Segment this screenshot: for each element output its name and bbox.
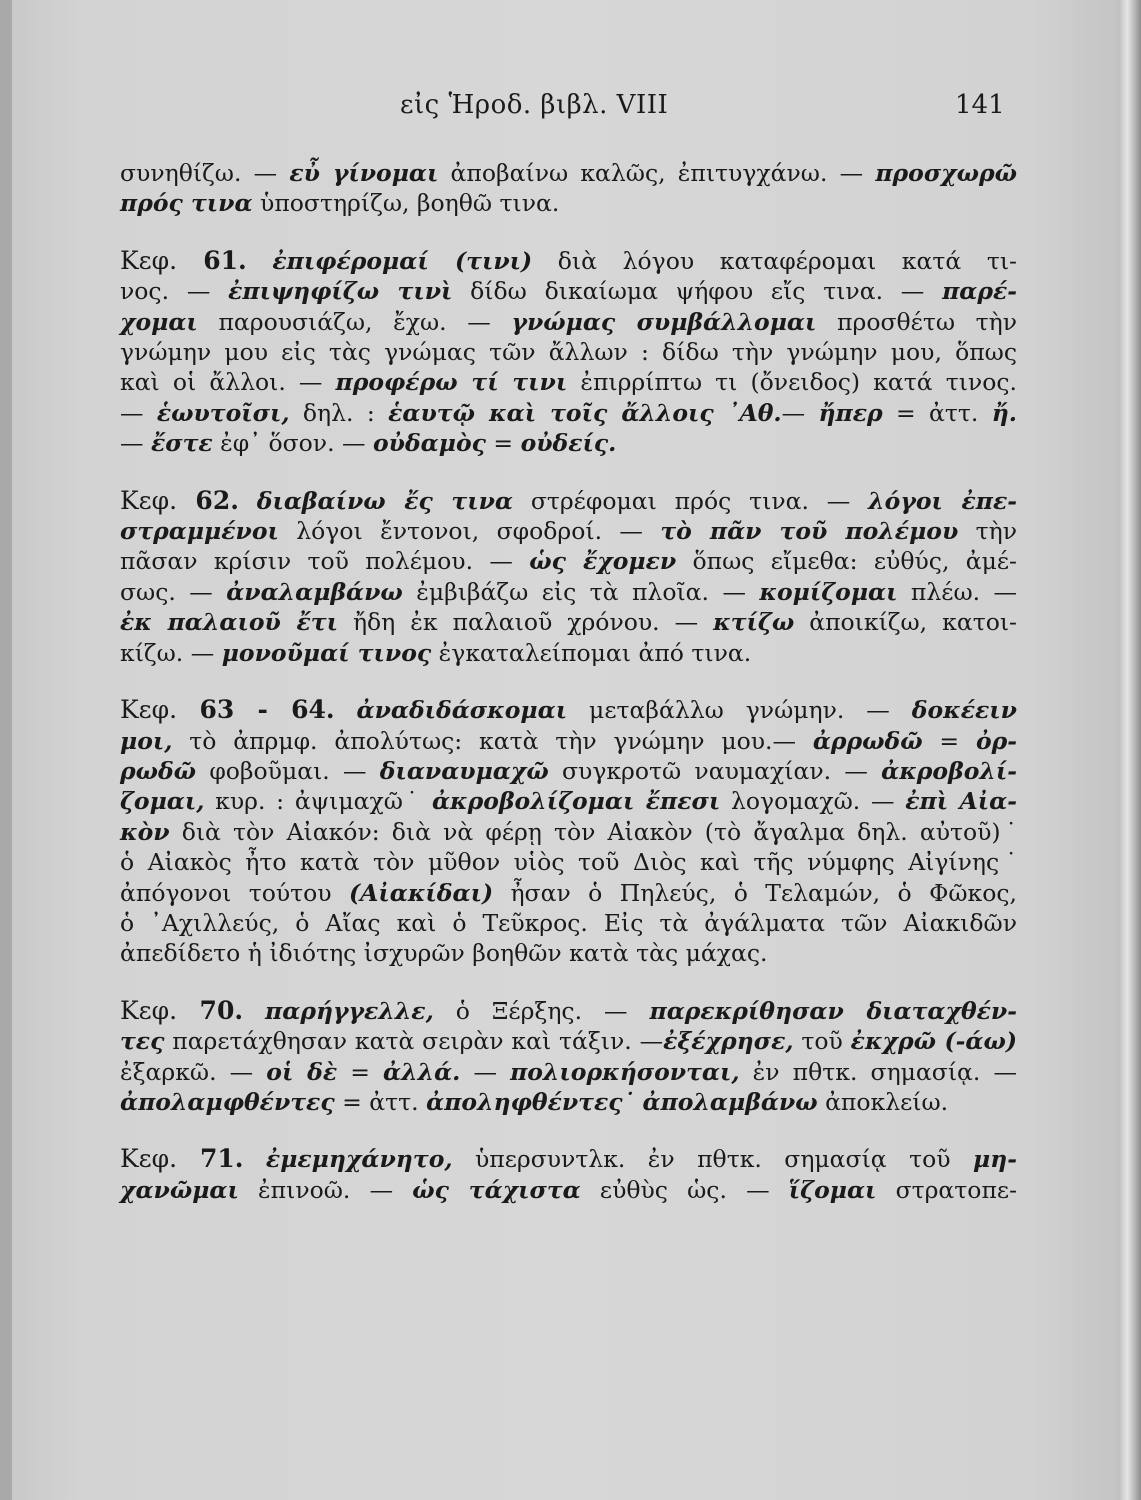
gloss-text: ἐφ᾿ ὅσον. — [212,429,373,458]
text-line [120,546,1017,576]
gloss-text: — [120,429,151,458]
text-line [120,158,1017,188]
gloss-text: συγκροτῶ ναυμαχίαν. — [548,756,882,785]
gloss-text: ὁ Ξέρξης. — [433,996,650,1025]
gloss-text: ἤδη ἐκ παλαιοῦ χρόνου. — [337,608,714,637]
gloss-text: δίδω δικαίωμα ψήφου εἴς τινα. — [452,277,943,306]
text-line [120,607,1017,637]
gloss-text: ἐν πθτκ. σημασίᾳ. — [739,1057,1017,1086]
gloss-text: = ἀττ. [334,1087,427,1116]
gloss-text: = [485,429,521,458]
lemma: ἐκχρῶ (-άω) [850,1027,1018,1056]
lemma: ἀλλά. [383,1057,461,1086]
lemma: προσχωρῶ [875,159,1017,187]
lemma: ἤ. [991,398,1017,427]
gloss-text: στρατοπε- [876,1175,1018,1204]
lemma: ἤπερ [818,398,883,427]
gloss-text: καὶ οἱ ἄλλοι. — [120,368,336,397]
lemma: ρωδῶ [120,756,197,785]
lemma: διαβαίνω ἔς τινα [256,486,513,515]
gloss-text: νος. — [120,277,229,306]
gloss-text: σως. — [120,577,227,606]
lemma: (Αἰακίδαι) [349,878,494,907]
text-line [120,1144,1017,1174]
text-line [120,486,1017,516]
gloss-text: στρέφομαι πρός τινα. — [512,486,869,515]
gloss-text: ἀποκλείω. [817,1087,949,1116]
text-line [120,428,1017,458]
lemma: μη- [972,1145,1017,1174]
chapter-label: Κεφ. [120,245,204,275]
book-page [12,0,1118,1500]
lemma: ζομαι, [120,787,205,816]
chapter-number: 70. [199,995,244,1025]
lemma: ἔστε [150,429,213,458]
text-line [120,695,1017,725]
gloss-text: ὁ Αἰακὸς ἦτο κατὰ τὸν μῦθον υἱὸς τοῦ Διὸς καὶ τῆς νύμφης Αἰγίνης˙ [120,848,1017,877]
text-line [120,908,1017,938]
lemma: ἀκροβολί- [881,756,1017,785]
gloss-text: — [781,398,819,427]
page-number: 141 [955,90,1005,120]
gloss-text: πλέω. — [897,577,1018,606]
running-title: εἰς Ἡροδ. βιβλ. VIII [400,90,669,120]
gloss-text: εὐθὺς ὡς. — [580,1175,789,1204]
lemma: τες [120,1027,165,1056]
lemma: ἐξέχρησε, [663,1027,794,1056]
gloss-text: τοῦ [793,1027,851,1056]
gloss-text: συνηθίζω. — [120,159,290,187]
text-line [120,638,1017,668]
lemma: ἐπὶ Αἰα- [905,787,1017,816]
gloss-text [239,487,257,515]
gloss-text: τὴν [958,517,1018,546]
text-line [120,577,1017,607]
gloss-text: λόγοι ἔντονοι, σφοδροί. — [278,517,661,546]
chapter-number: 63 - 64. [199,695,335,725]
gloss-text: = [922,726,976,755]
gloss-text: = ἀττ. [882,398,992,427]
gloss-text [243,1145,265,1173]
lemma: τὸ πᾶν τοῦ πολέμου [660,517,959,546]
gloss-text: μεταβάλλω γνώμην. — [567,696,912,725]
lemma: ἀρρωδῶ [812,726,923,755]
text-line [120,276,1017,306]
gloss-text: ἀποικίζω, κατοι- [794,608,1018,637]
text-line [120,817,1017,847]
gloss-text: διὰ τὸν Αἰακόν: διὰ νὰ φέρῃ τὸν Αἰακὸν (τὸ ἄγαλμα δηλ. αὐτοῦ)˙ [169,817,1017,846]
gloss-text: προσθέτω τὴν [816,307,1018,336]
text-line [120,878,1017,908]
lemma: πρός τινα [120,189,253,218]
text-line [120,307,1017,337]
text-line [120,756,1017,786]
gloss-text: φοβοῦμαι. — [196,756,380,785]
page-edge [1118,0,1141,1500]
text-line [120,1087,1017,1117]
gloss-text: διὰ λόγου καταφέρομαι κατά τι- [532,246,1017,275]
lemma: ἀναλαμβάνω [226,577,403,606]
gloss-text: ἐγκαταλείπομαι ἀπό τινα. [431,638,752,667]
gloss-text: παρετάχθησαν κατὰ σειρὰν καὶ τάξιν. — [164,1027,664,1056]
lemma: δοκέειν [911,696,1017,725]
gloss-text: ἐπινοῶ. — [238,1175,413,1204]
lemma: στραμμένοι [120,517,279,546]
text-line [120,188,1017,218]
lemma: παρήγγελλε, [265,996,434,1025]
gloss-text: ὑπερσυντλκ. ἐν πθτκ. σημασίᾳ τοῦ [452,1145,973,1174]
gloss-text [335,696,357,724]
lemma: προφέρω τί τινι [335,368,568,397]
gloss-text: ἐμβιβάζω εἰς τὰ πλοῖα. — [402,577,760,606]
gloss-text: κυρ. : ἀψιμαχῶ˙ [204,787,432,816]
running-head [12,90,1118,130]
commentary-text [120,158,1017,1205]
lemma: οὐδείς. [520,429,617,458]
gloss-text: ὅπως εἴμεθα: εὐθύς, ἀμέ- [676,547,1018,576]
gloss-text [243,997,265,1025]
lemma: ὀρ- [975,726,1017,755]
chapter-label: Κεφ. [120,1144,200,1174]
gloss-text: πᾶσαν κρίσιν τοῦ πολέμου. — [120,547,530,576]
gloss-text: — [120,398,157,427]
chapter-label: Κεφ. [120,995,200,1025]
gloss-text: ὁ ᾿Αχιλλεύς, ὁ Αἴας καὶ ὁ Τεῦκρος. Εἰς τὰ ἀγάλματα τῶν Αἰακιδῶν [120,908,1017,937]
lemma: ἐκ παλαιοῦ ἔτι [120,608,338,637]
lemma: ἐμεμηχάνητο, [265,1145,453,1174]
lemma: κομίζομαι [759,577,898,606]
lemma: ἑωυτοῖσι, [156,398,290,427]
gloss-text: λογομαχῶ. — [720,787,906,816]
lemma: λόγοι ἐπε- [868,486,1017,515]
lemma: ἵζομαι [788,1175,877,1204]
lemma: μοι, [120,726,173,755]
lemma: ὡς τάχιστα [412,1175,581,1204]
lemma: κὸν [120,817,170,846]
lemma: παρεκρίθησαν διαταχθέν- [649,996,1017,1025]
text-line [120,938,1017,968]
lemma: ἀπολαμφθέντες [120,1087,335,1116]
lemma: χομαι [120,307,198,336]
text-line [120,786,1017,816]
lemma: μονοῦμαί τινος [221,638,432,667]
gloss-text: ἀπεδίδετο ἡ ἰδιότης ἰσχυρῶν βοηθῶν κατὰ τὰς μάχας. [120,939,768,968]
lemma: διαναυμαχῶ [379,756,549,785]
gloss-text: — [460,1057,511,1086]
chapter-number: 62. [195,485,239,515]
gloss-text: ἐξαρκῶ. — [120,1057,267,1086]
gloss-text: τὸ ἀπρμφ. ἀπολύτως: κατὰ τὴν γνώμην μου.— [172,726,813,755]
lemma: ἀναδιδάσκομαι [356,696,568,725]
lemma: κτίζω [713,608,795,637]
text-line [120,246,1017,276]
gloss-text: παρουσιάζω, ἔχω. — [197,307,512,336]
text-line [120,1175,1017,1205]
chapter-label: Κεφ. [120,695,200,725]
lemma: γνώμας συμβάλλομαι [511,307,817,336]
text-line [120,337,1017,367]
lemma: πολιορκήσονται, [510,1057,740,1086]
gloss-text: κίζω. — [120,638,222,667]
chapter-number: 61. [203,245,247,275]
gloss-text: = [337,1057,384,1086]
text-line [120,1026,1017,1056]
lemma: ἐπιψηφίζω τινὶ [228,277,453,306]
chapter-number: 71. [199,1144,244,1174]
lemma: ὡς ἔχομεν [529,547,677,576]
gloss-text [247,247,273,275]
gloss-text: ἦσαν ὁ Πηλεύς, ὁ Τελαμών, ὁ Φῶκος, [493,878,1017,907]
text-line [120,367,1017,397]
chapter-label: Κεφ. [120,485,196,515]
lemma: ἀκροβολίζομαι ἔπεσι [431,787,721,816]
text-line [120,726,1017,756]
text-line [120,398,1017,428]
text-line [120,847,1017,877]
lemma: ἀποληφθέντες˙ ἀπολαμβάνω [426,1087,818,1116]
text-line [120,996,1017,1026]
gloss-text: ἐπιρρίπτω τι (ὄνειδος) κατά τινος. [567,368,1017,397]
text-line [120,516,1017,546]
gloss-text: γνώμην μου εἰς τὰς γνώμας τῶν ἄλλων : δίδω τὴν γνώμην μου, ὅπως [120,338,1017,367]
lemma: ἑαυτῷ καὶ τοῖς ἄλλοις ᾿Αθ. [388,398,782,427]
lemma: οἱ δὲ [266,1057,338,1086]
gloss-text: ἀπόγονοι τούτου [120,878,350,907]
gloss-text: δηλ. : [289,398,389,427]
lemma: οὐδαμὸς [373,429,486,458]
gloss-text: ὑποστηρίζω, βοηθῶ τινα. [252,189,560,218]
lemma: ἐπιφέρομαί (τινι) [272,246,533,275]
lemma: εὖ γίνομαι [289,159,439,187]
lemma: παρέ- [942,277,1018,306]
text-line [120,1057,1017,1087]
gloss-text: ἀποβαίνω καλῶς, ἐπιτυγχάνω. — [438,159,876,187]
lemma: χανῶμαι [120,1175,239,1204]
